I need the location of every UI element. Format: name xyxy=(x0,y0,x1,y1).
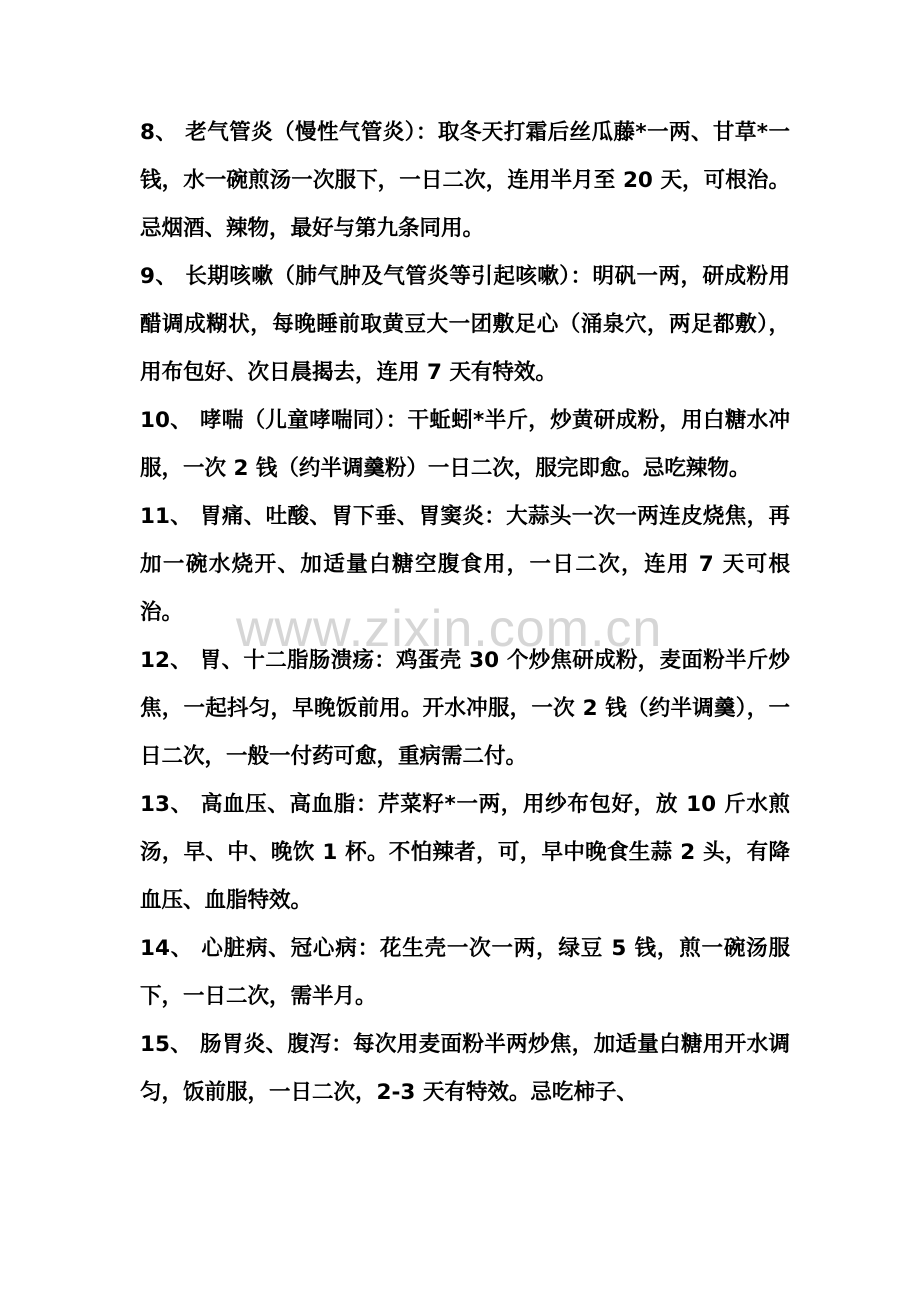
remedy-item-11: 11、 胃痛、吐酸、胃下垂、胃窦炎：大蒜头一次一两连皮烧焦，再加一碗水烧开、加适量白糖空腹食用，一日二次，连用 7 天可根治。 xyxy=(140,504,790,625)
remedy-item-13: 13、 高血压、高血脂：芹菜籽*一两，用纱布包好，放 10 斤水煎汤，早、中、晚饮 1 杯。不怕辣者，可，早中晚食生蒜 2 头，有降血压、血脂特效。 xyxy=(140,792,790,913)
remedy-item-9: 9、 长期咳嗽（肺气肿及气管炎等引起咳嗽）：明矾一两，研成粉用醋调成糊状，每晚睡前取黄豆大一团敷足心（涌泉穴，两足都敷），用布包好、次日晨揭去，连用 7 天有特效。 xyxy=(140,264,790,385)
remedy-item-8: 8、 老气管炎（慢性气管炎）：取冬天打霜后丝瓜藤*一两、甘草*一钱，水一碗煎汤一次服下，一日二次，连用半月至 20 天，可根治。忌烟酒、辣物，最好与第九条同用。 xyxy=(140,120,790,241)
remedy-item-14: 14、 心脏病、冠心病：花生壳一次一两，绿豆 5 钱，煎一碗汤服下，一日二次，需半月。 xyxy=(140,936,790,1009)
remedy-item-10: 10、 哮喘（儿童哮喘同）：干蚯蚓*半斤，炒黄研成粉，用白糖水冲服，一次 2 钱（约半调羹粉）一日二次，服完即愈。忌吃辣物。 xyxy=(140,408,790,481)
remedy-item-12: 12、 胃、十二脂肠溃疡：鸡蛋壳 30 个炒焦研成粉，麦面粉半斤炒焦，一起抖匀，早晚饭前用。开水冲服，一次 2 钱（约半调羹），一日二次，一般一付药可愈，重病需二付。 xyxy=(140,648,790,769)
remedy-item-15: 15、 肠胃炎、腹泻：每次用麦面粉半两炒焦，加适量白糖用开水调匀，饭前服，一日二次，2-3 天有特效。忌吃柿子、 xyxy=(140,1032,790,1105)
document-body xyxy=(140,109,790,1117)
watermark: www.zixin.com.cn xyxy=(236,600,663,658)
